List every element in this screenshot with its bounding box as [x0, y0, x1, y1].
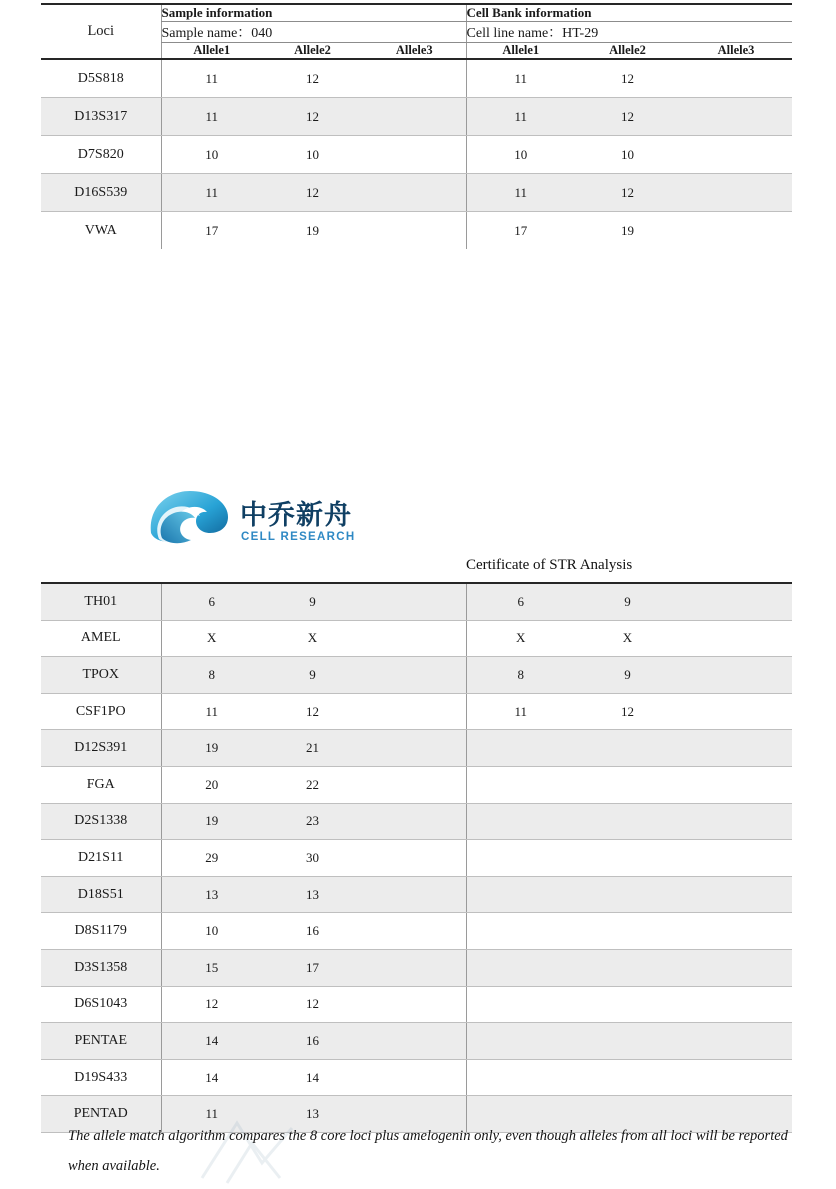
bank-allele2: [575, 1023, 680, 1060]
company-logo: [146, 487, 476, 569]
table-row: [41, 730, 792, 767]
sample-information-header: Sample information: [161, 4, 466, 22]
locus-name: D8S1179: [41, 913, 161, 950]
sample-allele3: [363, 730, 466, 767]
bank-allele2: 9: [575, 657, 680, 694]
bank-allele1: [466, 840, 575, 877]
sample-allele1: 10: [161, 913, 262, 950]
bank-allele3: [680, 840, 792, 877]
bank-allele1: X: [466, 620, 575, 657]
bank-allele3: [680, 876, 792, 913]
sample-allele2: 13: [262, 1096, 363, 1133]
bank-allele2: [575, 840, 680, 877]
bank-allele2: [575, 876, 680, 913]
bank-allele3: [680, 1059, 792, 1096]
sample-allele2: 19: [306, 222, 319, 238]
bank-allele1: [466, 913, 575, 950]
bank-allele3: [680, 59, 792, 98]
sample-allele2: 14: [262, 1059, 363, 1096]
sample-allele2: 16: [262, 1023, 363, 1060]
locus-name: VWA: [84, 222, 117, 238]
bank-allele1: 11: [466, 174, 575, 212]
top-str-table: [41, 3, 792, 249]
locus-name: D12S391: [41, 730, 161, 767]
bank-allele2: 12: [575, 59, 680, 98]
sample-allele1: 8: [161, 657, 262, 694]
table-row: [41, 657, 792, 694]
sample-allele2: 23: [262, 803, 363, 840]
cell-line-name-cell: Cell line name：HT-29: [466, 22, 792, 43]
table-row: [41, 693, 792, 730]
sample-allele2: 22: [262, 766, 363, 803]
bank-allele2: 12: [575, 693, 680, 730]
table-group-header-row: [41, 4, 792, 22]
bank-allele1: [466, 876, 575, 913]
sample-allele2: 10: [262, 136, 363, 174]
table-row: [41, 949, 792, 986]
sample-allele3: [363, 803, 466, 840]
locus-name: AMEL: [41, 620, 161, 657]
locus-name: D18S51: [41, 876, 161, 913]
bank-allele1: [466, 803, 575, 840]
locus-name: D21S11: [41, 840, 161, 877]
sample-allele2: 17: [262, 949, 363, 986]
bank-allele1: 11: [466, 693, 575, 730]
bank-allele2: [575, 949, 680, 986]
bank-allele3: [680, 136, 792, 174]
sample-name-cell: Sample name：040: [161, 22, 466, 43]
sample-allele3: [363, 212, 466, 250]
logo-chinese-name: 中乔新舟: [240, 500, 352, 531]
col-header-sample-allele2: Allele2: [262, 43, 363, 60]
cellbank-information-header: Cell Bank information: [466, 4, 792, 22]
bank-allele1: [466, 986, 575, 1023]
locus-name: D19S433: [41, 1059, 161, 1096]
locus-name: D3S1358: [41, 949, 161, 986]
sample-allele1: 19: [161, 803, 262, 840]
table-row: [41, 174, 792, 212]
sample-allele2: X: [262, 620, 363, 657]
footnote-text: The allele match algorithm compares the 8 core loci plus amelogenin only, even though alleles from all loci will be reported when available.: [68, 1128, 788, 1174]
bank-allele3: [680, 913, 792, 950]
sample-allele3: [363, 583, 466, 620]
col-header-sample-allele3: Allele3: [363, 43, 466, 60]
sample-allele3: [363, 766, 466, 803]
locus-name: TPOX: [41, 657, 161, 694]
bank-allele3: [680, 657, 792, 694]
bottom-str-table-container: [41, 582, 792, 1133]
sample-allele2: 12: [262, 98, 363, 136]
bottom-str-table: [41, 582, 792, 1133]
bank-allele1: 11: [466, 98, 575, 136]
wave-logo-icon: [146, 487, 232, 549]
bank-allele3: [680, 212, 792, 250]
sample-allele2: 12: [262, 986, 363, 1023]
bank-allele1: [466, 766, 575, 803]
sample-allele1: 15: [161, 949, 262, 986]
bank-allele2: [575, 803, 680, 840]
logo-english-name: CELL RESEARCH: [241, 531, 356, 543]
bank-allele1: 11: [466, 59, 575, 98]
table-row: [41, 840, 792, 877]
locus-name: D2S1338: [41, 803, 161, 840]
sample-allele2: 21: [262, 730, 363, 767]
table-row: [41, 136, 792, 174]
locus-name: D16S539: [41, 174, 161, 212]
sample-allele1: 13: [161, 876, 262, 913]
bank-allele1: 8: [466, 657, 575, 694]
bank-allele2: [575, 1059, 680, 1096]
sample-allele2: 13: [262, 876, 363, 913]
bank-allele3: [680, 949, 792, 986]
table-row: [41, 913, 792, 950]
sample-allele2: 9: [262, 657, 363, 694]
sample-allele1: 11: [161, 693, 262, 730]
table-row: [41, 583, 792, 620]
bank-allele1: [466, 1023, 575, 1060]
sample-allele3: [363, 986, 466, 1023]
bank-allele3: [680, 766, 792, 803]
table-row: [41, 212, 792, 250]
locus-name: D5S818: [41, 59, 161, 98]
col-header-sample-allele1: Allele1: [161, 43, 262, 60]
table-row: [41, 59, 792, 98]
sample-allele3: [363, 1059, 466, 1096]
sample-allele3: [363, 98, 466, 136]
bank-allele3: [680, 98, 792, 136]
locus-name: D13S317: [41, 98, 161, 136]
sample-allele3: [363, 693, 466, 730]
sample-allele1: X: [161, 620, 262, 657]
locus-name: PENTAE: [41, 1023, 161, 1060]
sample-allele2: 9: [262, 583, 363, 620]
bank-allele3: [680, 803, 792, 840]
bank-allele3: [680, 1023, 792, 1060]
sample-allele3: [363, 876, 466, 913]
sample-allele1: 12: [161, 986, 262, 1023]
sample-allele1: 14: [161, 1023, 262, 1060]
sample-allele1: 11: [161, 59, 262, 98]
table-row: [41, 1023, 792, 1060]
bank-allele1: 17: [466, 212, 575, 250]
sample-allele3: [363, 840, 466, 877]
sample-allele3: [363, 949, 466, 986]
sample-allele1: 20: [161, 766, 262, 803]
locus-name: CSF1PO: [41, 693, 161, 730]
sample-allele1: 11: [161, 174, 262, 212]
locus-name: PENTAD: [41, 1096, 161, 1133]
sample-allele2: 12: [262, 693, 363, 730]
bank-allele2: 10: [575, 136, 680, 174]
table-row: [41, 876, 792, 913]
sample-allele1: 11: [161, 1096, 262, 1133]
bank-allele2: [575, 766, 680, 803]
sample-allele2: 12: [262, 174, 363, 212]
locus-name: FGA: [41, 766, 161, 803]
sample-allele1: 11: [161, 98, 262, 136]
sample-allele3: [363, 174, 466, 212]
bank-allele2: [575, 730, 680, 767]
sample-allele3: [363, 913, 466, 950]
sample-allele2: 12: [262, 59, 363, 98]
bank-allele3: [680, 986, 792, 1023]
col-header-bank-allele1: Allele1: [466, 43, 575, 60]
bank-allele2: [575, 986, 680, 1023]
top-str-table-container: [41, 3, 792, 249]
sample-allele2: 16: [262, 913, 363, 950]
sample-allele1: 14: [161, 1059, 262, 1096]
sample-allele1: 29: [161, 840, 262, 877]
bank-allele1: [466, 1059, 575, 1096]
col-header-bank-allele3: Allele3: [680, 43, 792, 60]
bank-allele2: [575, 913, 680, 950]
sample-allele2: 30: [262, 840, 363, 877]
bank-allele2: 12: [575, 174, 680, 212]
table-row: [41, 766, 792, 803]
bank-allele2: 12: [575, 98, 680, 136]
sample-allele1: 19: [161, 730, 262, 767]
sample-allele3: [363, 136, 466, 174]
bank-allele1: 10: [466, 136, 575, 174]
sample-allele1: 6: [161, 583, 262, 620]
bank-allele3: [680, 174, 792, 212]
bank-allele1: [466, 949, 575, 986]
certificate-title: Certificate of STR Analysis: [466, 557, 633, 573]
table-row: [41, 1059, 792, 1096]
sample-allele3: [363, 657, 466, 694]
locus-name: D7S820: [41, 136, 161, 174]
sample-allele1: 17: [161, 212, 262, 250]
bank-allele3: [680, 693, 792, 730]
bank-allele3: [680, 583, 792, 620]
table-row: [41, 620, 792, 657]
table-row: [41, 986, 792, 1023]
locus-name: TH01: [41, 583, 161, 620]
bank-allele1: 6: [466, 583, 575, 620]
sample-allele1: 10: [161, 136, 262, 174]
table-row: [41, 803, 792, 840]
table-row: [41, 98, 792, 136]
bank-allele1: [466, 730, 575, 767]
sample-allele3: [363, 1023, 466, 1060]
locus-name: D6S1043: [41, 986, 161, 1023]
bank-allele2: X: [575, 620, 680, 657]
bank-allele3: [680, 730, 792, 767]
bank-allele2: 19: [621, 222, 635, 238]
loci-header-cell: Loci: [41, 4, 161, 59]
col-header-bank-allele2: Allele2: [575, 43, 680, 60]
sample-allele3: [363, 59, 466, 98]
bank-allele3: [680, 620, 792, 657]
bank-allele2: 9: [575, 583, 680, 620]
sample-allele3: [363, 620, 466, 657]
